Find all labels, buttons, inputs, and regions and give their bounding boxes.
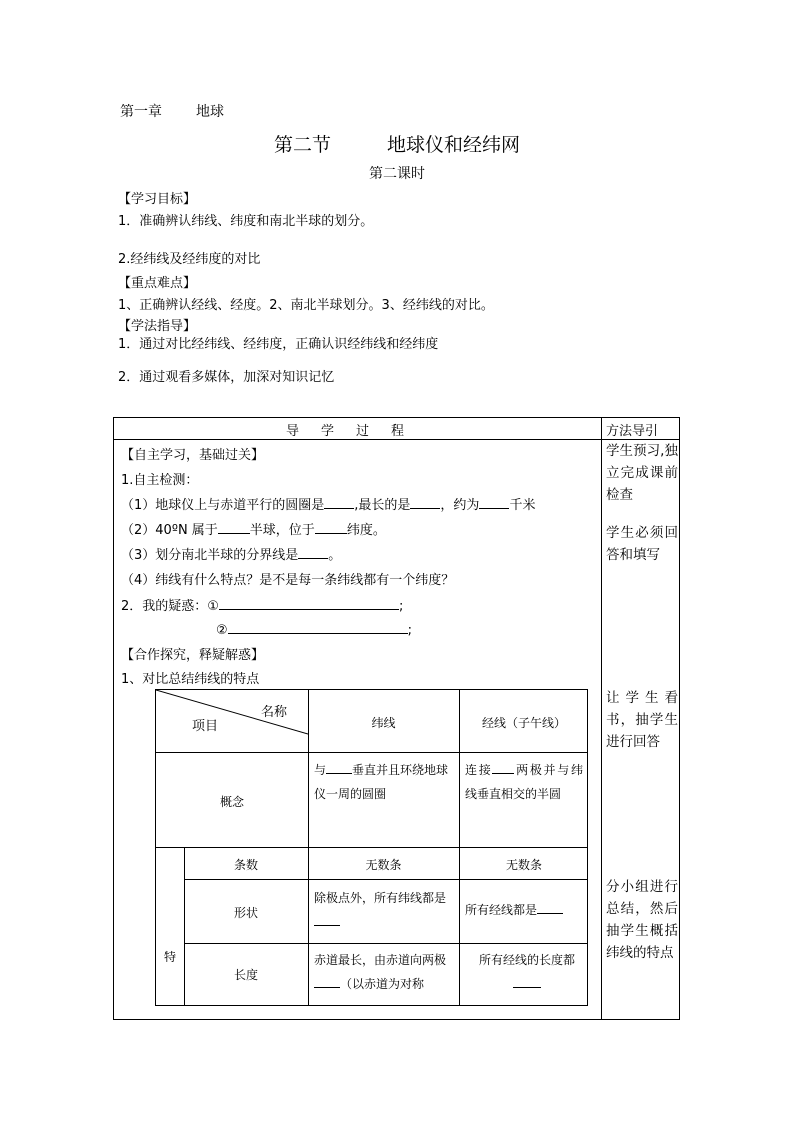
row-divider bbox=[156, 847, 587, 848]
doubt-mark-1: ① bbox=[207, 599, 219, 614]
question-1 bbox=[121, 494, 535, 513]
feature-label: 特 bbox=[163, 950, 176, 964]
q2-text-c: 纬度。 bbox=[346, 523, 386, 538]
key-heading: 【重点难点】 bbox=[118, 276, 197, 291]
method-item-2: 2．通过观看多媒体，加深对知识记忆 bbox=[118, 370, 335, 385]
self-study-heading: 【自主学习，基础过关】 bbox=[121, 448, 265, 463]
diagonal-divider bbox=[156, 690, 308, 752]
lesson-subtitle: 第二课时 bbox=[369, 166, 425, 182]
concept-lat-text-b: 垂直并且环绕地球仪一周的圆圈 bbox=[314, 763, 449, 801]
goals-heading: 【学习目标】 bbox=[118, 192, 197, 207]
q1-blank-2[interactable] bbox=[410, 495, 440, 509]
length-longitude bbox=[465, 948, 589, 996]
row-count-label: 条数 bbox=[233, 858, 258, 872]
coop-heading: 【合作探究，释疑解惑】 bbox=[121, 648, 265, 663]
shape-lon-blank[interactable] bbox=[537, 902, 563, 914]
q2-text-b: 半球，位于 bbox=[249, 523, 315, 538]
concept-lon-text-b: 两极并与纬线垂直相交的半圆 bbox=[465, 763, 583, 801]
self-check-title: 1.自主检测： bbox=[121, 473, 199, 488]
shape-longitude bbox=[465, 898, 589, 922]
q1-blank-3[interactable] bbox=[479, 495, 509, 509]
chapter-label: 第一章 bbox=[120, 104, 162, 120]
comparison-table bbox=[155, 689, 588, 1006]
table-header-divider bbox=[114, 439, 679, 440]
method-item-1: 1．通过对比经纬线、经纬度，正确认识经纬线和经纬度 bbox=[118, 337, 439, 352]
doubt-semicolon-2: ; bbox=[407, 623, 413, 638]
doubt-blank-1[interactable] bbox=[219, 596, 399, 610]
length-latitude bbox=[314, 948, 454, 996]
shape-lon-text: 所有经线都是 bbox=[465, 903, 538, 917]
row-length-label: 长度 bbox=[233, 968, 258, 982]
method-heading: 【学法指导】 bbox=[118, 319, 197, 334]
q2-blank-1[interactable] bbox=[218, 520, 250, 534]
q3-blank-1[interactable] bbox=[298, 545, 328, 559]
side-note-1: 学生预习,独立完成课前检查 bbox=[606, 443, 678, 503]
concept-lon-blank[interactable] bbox=[492, 762, 514, 774]
col-divider bbox=[308, 690, 309, 1005]
col-latitude-header: 纬线 bbox=[371, 716, 396, 730]
doubt-line-2 bbox=[216, 620, 412, 638]
goals-item-2: 2.经纬线及经纬度的对比 bbox=[118, 252, 261, 267]
q1-text-d: 千米 bbox=[509, 498, 536, 513]
q3-text-a: （3）划分南北半球的分界线是 bbox=[121, 548, 299, 563]
q1-text-b: ,最长的是 bbox=[354, 498, 411, 513]
diag-top-label: 名称 bbox=[261, 705, 288, 720]
doubt-semicolon-1: ; bbox=[398, 599, 404, 614]
length-lat-text-a: 赤道最长，由赤道向两极 bbox=[314, 953, 447, 967]
length-lon-text: 所有经线的长度都 bbox=[478, 953, 575, 967]
chapter-heading bbox=[120, 101, 224, 121]
row-shape-label: 形状 bbox=[233, 906, 258, 920]
coop-item-1: 1、对比总结纬线的特点 bbox=[121, 672, 260, 687]
doubt-blank-2[interactable] bbox=[228, 620, 408, 634]
q2-text-a: （2）40ºN 属于 bbox=[121, 523, 218, 538]
shape-lat-text: 除极点外，所有纬线都是 bbox=[314, 891, 447, 905]
shape-lat-blank[interactable] bbox=[314, 914, 340, 926]
goals-item-1: 1．准确辨认纬线、纬度和南北半球的划分。 bbox=[118, 214, 374, 229]
length-lon-blank[interactable] bbox=[513, 976, 541, 988]
concept-lat-text-a: 与 bbox=[314, 763, 327, 777]
question-2 bbox=[121, 519, 386, 538]
section-label: 第二节 bbox=[273, 134, 331, 156]
col-divider bbox=[459, 690, 460, 1005]
section-name: 地球仪和经纬网 bbox=[387, 134, 521, 156]
q1-text-c: ，约为 bbox=[440, 498, 480, 513]
count-latitude: 无数条 bbox=[365, 858, 402, 872]
concept-lon-text-a: 连接 bbox=[465, 763, 493, 777]
doubt-mark-2: ② bbox=[216, 623, 228, 638]
doubt-line-1 bbox=[121, 595, 403, 614]
q2-blank-2[interactable] bbox=[315, 520, 347, 534]
header-method: 方法导引 bbox=[606, 424, 659, 439]
key-text: 1、正确辨认经线、经度。2、南北半球划分。3、经纬线的对比。 bbox=[118, 298, 494, 313]
side-note-4: 分小组进行总结，然后抽学生概括纬线的特点 bbox=[606, 879, 678, 961]
q1-blank-1[interactable] bbox=[324, 495, 354, 509]
concept-latitude bbox=[314, 758, 454, 806]
chapter-name: 地球 bbox=[196, 104, 224, 120]
doubt-label: 2．我的疑惑： bbox=[121, 599, 208, 614]
table-column-divider bbox=[601, 418, 602, 1019]
header-process: 导学过程 bbox=[286, 424, 427, 439]
question-3 bbox=[121, 544, 341, 563]
q1-text-a: （1）地球仪上与赤道平行的圆圈是 bbox=[121, 498, 325, 513]
length-lat-blank[interactable] bbox=[314, 976, 340, 988]
concept-lat-blank[interactable] bbox=[326, 762, 352, 774]
row-divider bbox=[156, 752, 587, 753]
page-title bbox=[0, 130, 794, 157]
row-divider bbox=[184, 879, 587, 880]
diag-bottom-label: 项目 bbox=[192, 719, 219, 734]
concept-longitude bbox=[465, 758, 583, 806]
side-note-2: 学生必须回答和填写 bbox=[606, 525, 678, 563]
count-longitude: 无数条 bbox=[505, 858, 542, 872]
shape-latitude bbox=[314, 886, 454, 934]
q3-text-b: 。 bbox=[328, 548, 342, 563]
question-4: （4）纬线有什么特点？是不是每一条纬线都有一个纬度？ bbox=[121, 573, 455, 588]
row-divider bbox=[184, 943, 587, 944]
col-longitude-header: 经线（子午线） bbox=[481, 716, 566, 730]
length-lat-text-b: （以赤道为对称 bbox=[340, 977, 425, 991]
side-note-3: 让学生看书，抽学生进行回答 bbox=[606, 690, 678, 750]
row-concept-label: 概念 bbox=[219, 795, 244, 809]
